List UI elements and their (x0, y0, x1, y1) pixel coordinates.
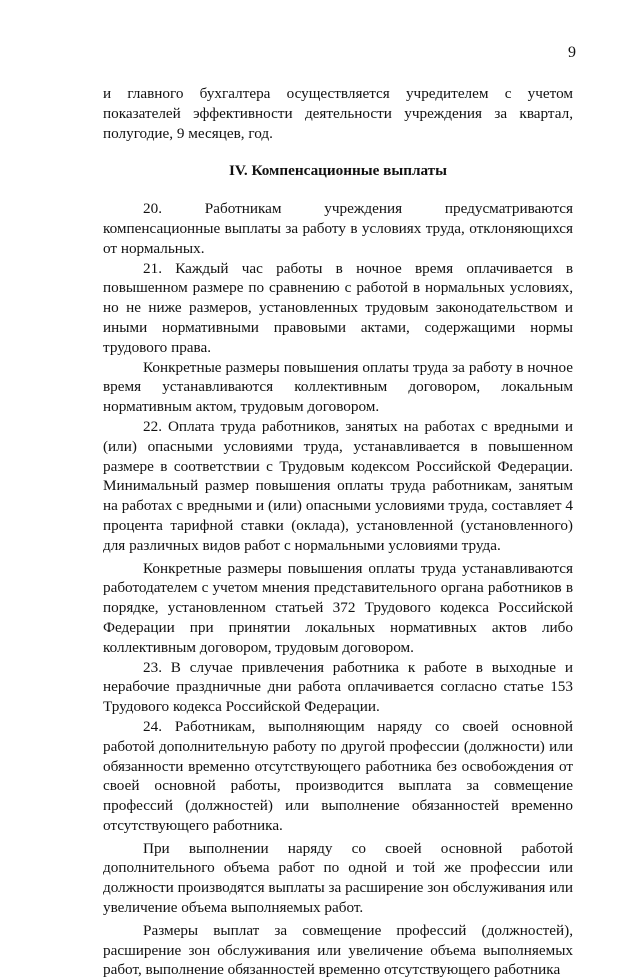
document-body (103, 84, 573, 980)
paragraph-24-cont: При выполнении наряду со своей основной работой дополнительного объема работ по одной и той же профессии или должности производятся выплаты за расширение зон обслуживания или увеличение объема выполняемых работ. (103, 839, 573, 917)
paragraph-23: 23. В случае привлечения работника к работе в выходные и нерабочие праздничные дни работа оплачивается согласно статье 153 Трудового кодекса Российской Федерации. (103, 658, 573, 716)
paragraph-21: 21. Каждый час работы в ночное время оплачивается в повышенном размере по сравнению с работой в нормальных условиях, но не ниже размеров, установленных трудовым законодательством и иными нормативными правовыми актами, содержащими нормы трудового права. (103, 259, 573, 356)
paragraph-22: 22. Оплата труда работников, занятых на работах с вредными и (или) опасными условиями труда, устанавливается в повышенном размере в соответствии с Трудовым кодексом Российской Федерации. Минимальный размер повышения оплаты труда работникам, занятым на работах с вредными и (или) опасными условиями труда, составляет 4 процента тарифной ставки (оклада), установленной (установленного) для различных видов работ с нормальными условиями труда. (103, 417, 573, 554)
section-heading: IV. Компенсационные выплаты (228, 162, 448, 180)
page-number: 9 (568, 44, 576, 61)
paragraph-22-cont: Конкретные размеры повышения оплаты труда устанавливаются работодателем с учетом мнения представительного органа работников в порядке, установленном статьей 372 Трудового кодекса Российской Федерации при принятии локальных нормативных актов либо коллективным договором, трудовым договором. (103, 559, 573, 656)
intro-paragraph: и главного бухгалтера осуществляется учредителем с учетом показателей эффективности деятельности учреждения за квартал, полугодие, 9 месяцев, год. (103, 85, 573, 142)
paragraph-21-cont: Конкретные размеры повышения оплаты труда за работу в ночное время устанавливаются коллективным договором, локальным нормативным актом, трудовым договором. (103, 358, 573, 416)
paragraph-20: 20. Работникам учреждения предусматриваются компенсационные выплаты за работу в условиях труда, отклоняющихся от нормальных. (103, 200, 573, 257)
paragraph-24-sizes: Размеры выплат за совмещение профессий (должностей), расширение зон обслуживания или увеличение объема выполняемых работ, выполнение обязанностей временно отсутствующего работника (103, 921, 573, 979)
paragraph-24: 24. Работникам, выполняющим наряду со своей основной работой дополнительную работу по другой профессии (должности) или обязанности временно отсутствующего работника без освобождения от своей основной работы, производится выплата за совмещение профессий (должностей) или выполнение обязанностей временно отсутствующего работника. (103, 717, 573, 834)
